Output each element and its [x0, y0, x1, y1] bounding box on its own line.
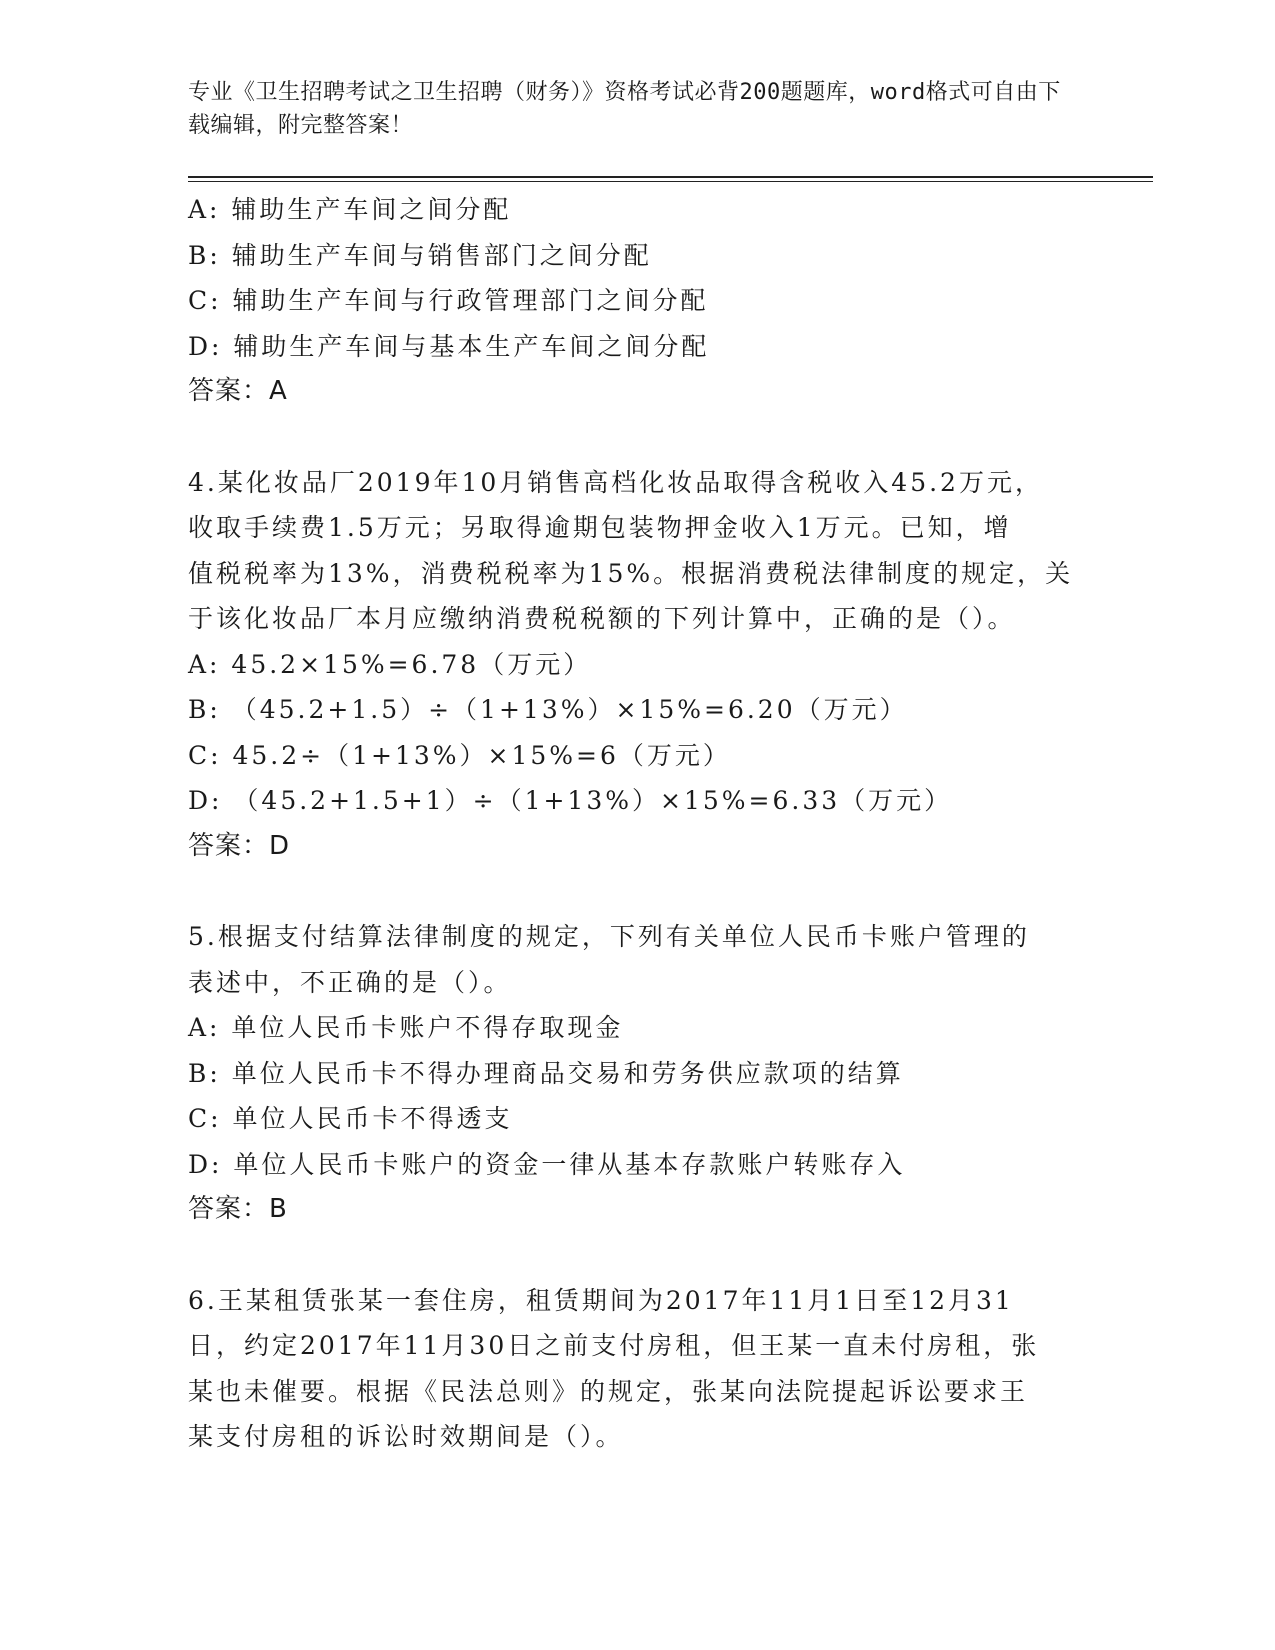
option-d: D: （45.2+1.5+1）÷（1+13%）×15%=6.33（万元）: [188, 786, 953, 815]
answer: 答案：A: [188, 376, 288, 406]
answer: 答案：D: [188, 830, 291, 861]
question-stem-line: 某支付房租的诉讼时效期间是（）。: [188, 1422, 624, 1451]
question-6: [188, 1278, 1088, 1460]
question-stem-line: 6.王某租赁张某一套住房，租赁期间为2017年11月1日至12月31: [188, 1285, 1014, 1315]
question-stem-line: 于该化妆品厂本月应缴纳消费税税额的下列计算中，正确的是（）。: [188, 604, 1016, 633]
option-a: A: 单位人民币卡账户不得存取现金: [188, 1013, 624, 1042]
option-a: A: 45.2×15%=6.78（万元）: [188, 649, 592, 679]
option-d: D: 单位人民币卡账户的资金一律从基本存款账户转账存入: [188, 1149, 906, 1179]
question-stem-line: 值税税率为13%，消费税税率为15%。根据消费税法律制度的规定，关: [188, 558, 1074, 588]
document-header: 专业《卫生招聘考试之卫生招聘（财务）》资格考试必背200题题库，word格式可自由下载编辑，附完整答案！: [188, 80, 1061, 138]
question-5: [188, 914, 1088, 1233]
option-b: B: 单位人民币卡不得办理商品交易和劳务供应款项的结算: [188, 1058, 904, 1088]
question-stem-line: 表述中，不正确的是（）。: [188, 967, 512, 997]
option-c: C: 45.2÷（1+13%）×15%=6（万元）: [188, 740, 731, 770]
option-b: B: 辅助生产车间与销售部门之间分配: [188, 240, 652, 270]
option-c: C: 辅助生产车间与行政管理部门之间分配: [188, 286, 709, 315]
question-stem-line: 收取手续费1.5万元；另取得逾期包装物押金收入1万元。已知，增: [188, 513, 1012, 542]
header-divider-thick: [188, 176, 1153, 178]
option-c: C: 单位人民币卡不得透支: [188, 1104, 513, 1133]
question-stem-line: 5.根据支付结算法律制度的规定，下列有关单位人民币卡账户管理的: [188, 922, 1030, 951]
header-divider-thin: [188, 181, 1153, 182]
question-4: [188, 460, 1088, 870]
option-d: D: 辅助生产车间与基本生产车间之间分配: [188, 331, 710, 361]
answer: 答案：B: [188, 1194, 288, 1224]
question-3: [188, 187, 1088, 415]
option-b: B: （45.2+1.5）÷（1+13%）×15%=6.20（万元）: [188, 695, 908, 724]
option-a: A: 辅助生产车间之间分配: [188, 195, 512, 224]
question-stem-line: 某也未催要。根据《民法总则》的规定，张某向法院提起诉讼要求王: [188, 1376, 1029, 1406]
question-content: [188, 187, 1088, 1460]
question-stem-line: 日，约定2017年11月30日之前支付房租，但王某一直未付房租，张: [188, 1331, 1040, 1360]
question-stem-line: 4.某化妆品厂2019年10月销售高档化妆品取得含税收入45.2万元，: [188, 467, 1043, 497]
